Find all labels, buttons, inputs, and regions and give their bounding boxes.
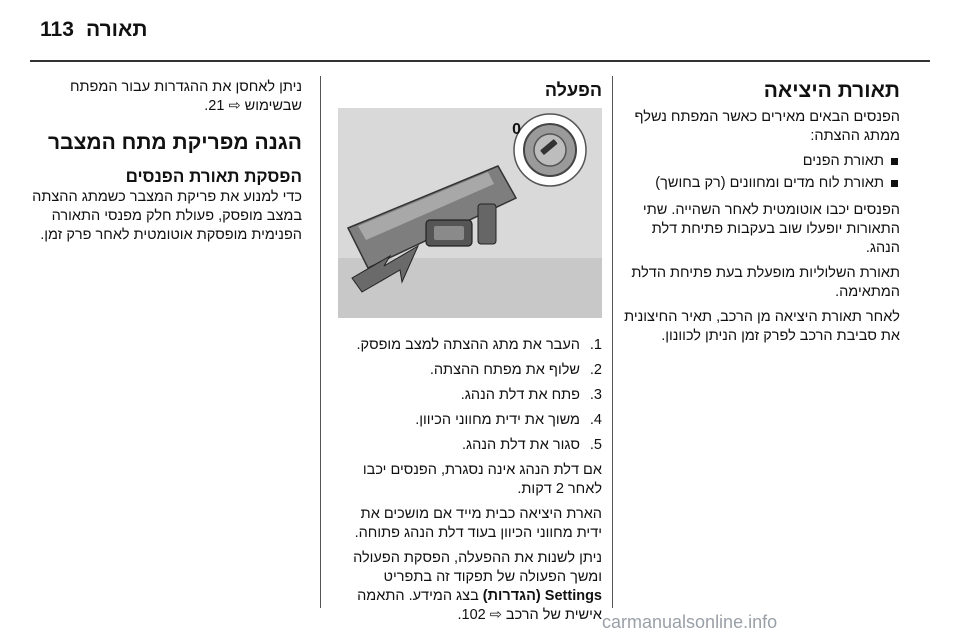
step-item: 2. שלוף את מפתח ההצתה. [429,362,602,378]
chapter-title: תאורה [86,18,148,41]
bullet-item: תאורת לוח מדים ומחוונים (רק בחושך) [624,174,900,193]
body-text: הארת היציאה כבית מייד אם מושכים את ידית מחווני הכיוון בעוד דלת הנהג פתוחה. [354,506,602,541]
exit-lighting-section [624,78,900,352]
header-rule [30,60,930,62]
step-item: 1. העבר את מתג ההצתה למצב מופסק. [356,337,602,353]
bullet-item: תאורת הפנים [624,152,900,171]
activation-section [338,78,602,631]
intro-text: ניתן לאחסן את ההגדרות עבור המפתח שבשימוש ⇨ 21. [69,79,302,114]
step-item: 3. פתח את דלת הנהג. [460,387,602,403]
page-header [0,0,960,62]
settings-note: ניתן לשנות את ההפעלה, הפסקת הפעולה ומשך הפעולה של תפקוד זה בתפריט Settings (הגדרות) בצג המידע. התאמה אישית של הרכב ⇨ 102. [353,550,602,623]
turn-signal-stalk-illustration [338,108,602,318]
ignition-position-label: 0 [512,121,521,138]
body-text: לאחר תאורת היציאה מן הרכב, תאיר החיצונית את סביבת הרכב לפרק זמן הניתן לכוונון. [624,309,900,344]
section-heading: הגנה מפריקת מתח המצבר [48,131,302,154]
battery-protection-section [30,78,302,251]
section-heading: הפעלה [544,80,602,100]
steps-list [338,336,602,455]
body-text: כדי למנוע את פריקת המצבר כשמתג ההצתה במצב מופסק, פעולת חלק מפנסי התאורה הפנימית מופסקת אוטומטית לאחר פרק זמן. [32,189,302,243]
body-text: תאורת השלוליות מופעלת בעת פתיחת הדלת המתאימה. [631,265,900,300]
step-item: 5. סגור את דלת הנהג. [462,437,602,453]
settings-menu-name: Settings (הגדרות) [482,588,602,604]
column-divider-left [320,76,321,608]
intro-text: הפנסים הבאים מאירים כאשר המפתח נשלף ממתג ההצתה: [634,109,900,144]
watermark: carmanualsonline.info [602,612,778,632]
column-divider-right [612,76,613,608]
body-text: אם דלת הנהג אינה נסגרת, הפנסים יכבו לאחר 2 דקות. [362,462,602,497]
body-text: הפנסים יכבו אוטומטית לאחר השהייה. שתי התאורות יופעלו שוב בעקבות פתיחת דלת הנהג. [642,202,900,256]
subsection-heading: הפסקת תאורת הפנסים [125,167,302,186]
page-number: 113 [40,18,74,41]
section-heading: תאורת היציאה [763,79,900,102]
step-item: 4. משוך את ידית מחווני הכיוון. [415,412,602,428]
